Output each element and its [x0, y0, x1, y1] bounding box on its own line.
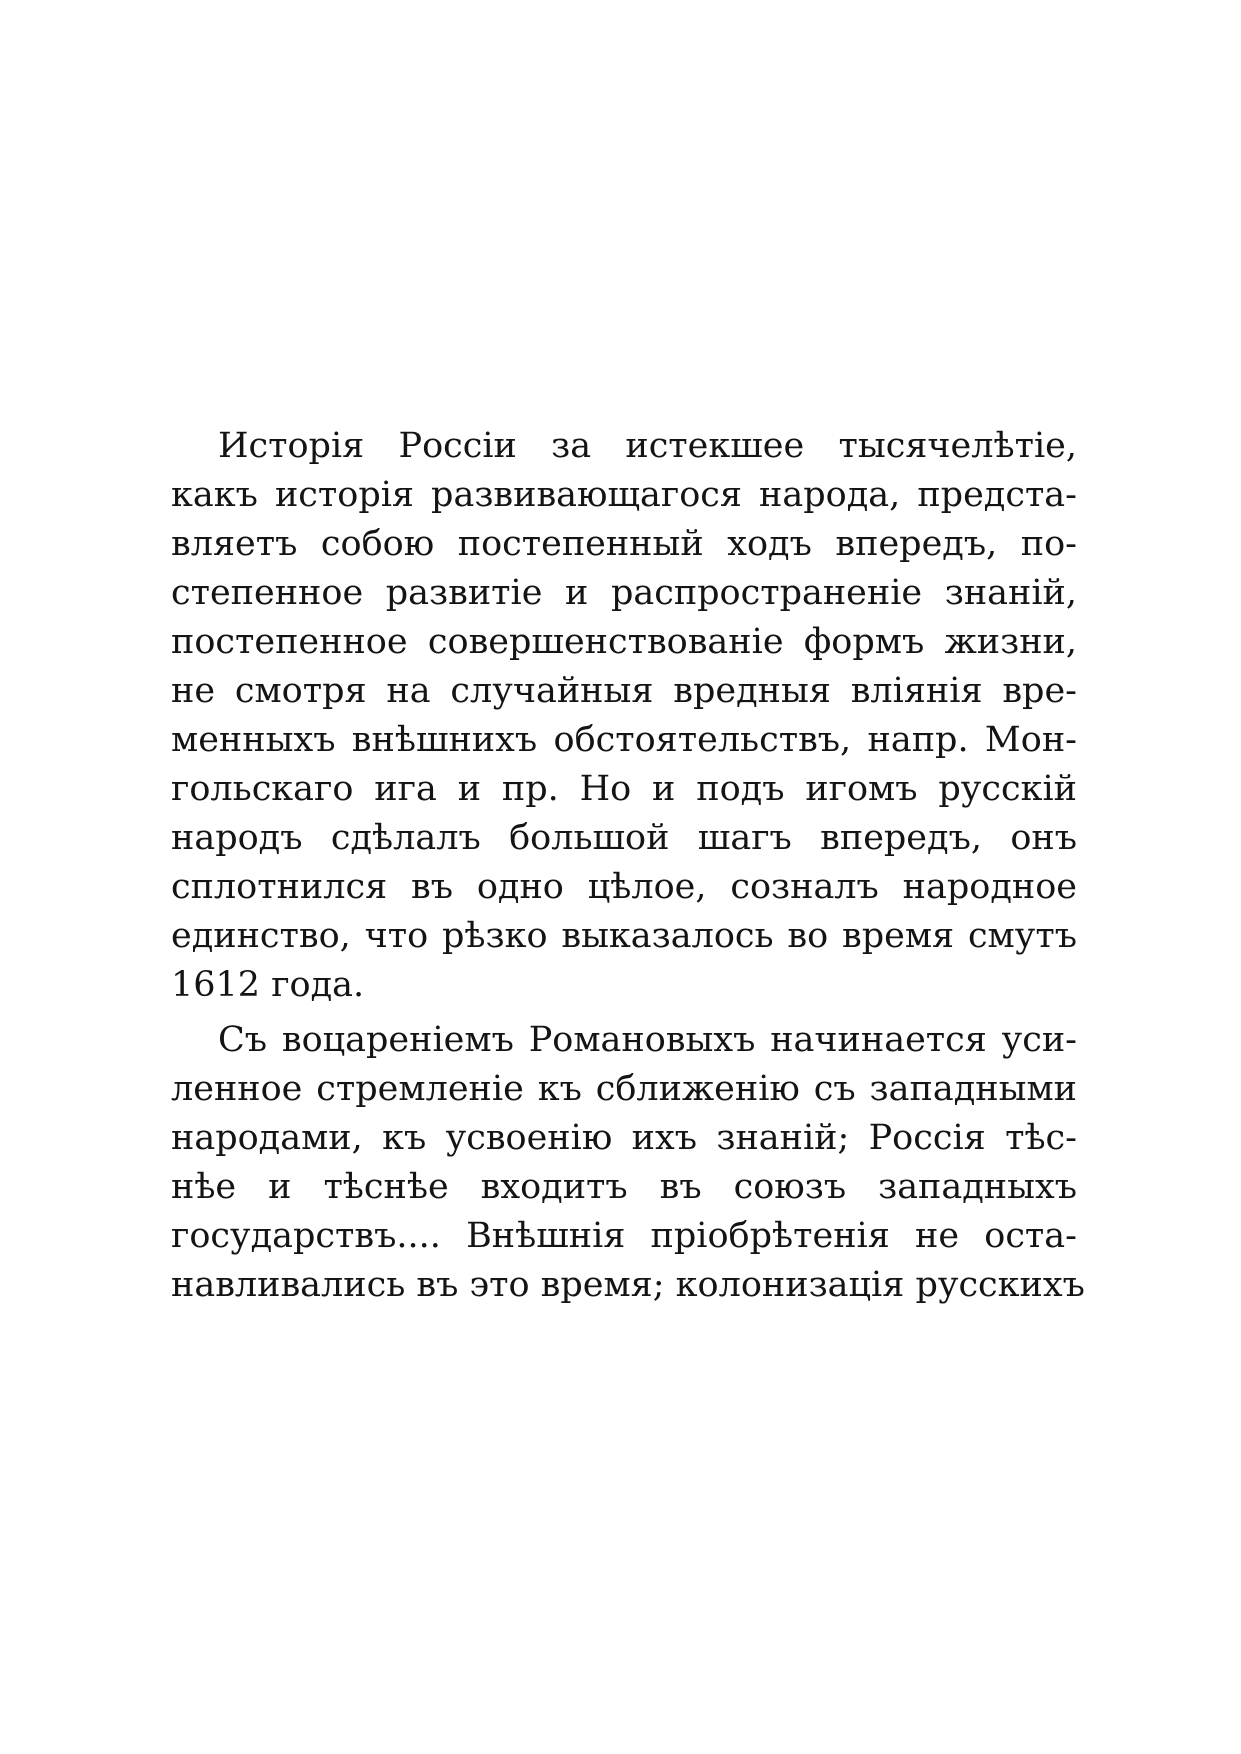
text-line: не смотря на случайныя вредныя вліянія вре-	[171, 671, 1077, 711]
paragraph-history-of-russia	[171, 422, 1077, 1010]
text-line: Исторія Россіи за истекшее тысячелѣтіе,	[218, 426, 1077, 466]
text-line: 1612 года.	[171, 965, 365, 1005]
text-line: государствъ.... Внѣшнія пріобрѣтенія не оста-	[171, 1216, 1077, 1256]
text-line: степенное развитіе и распространеніе знаній,	[171, 573, 1077, 613]
text-line: Съ воцареніемъ Романовыхъ начинается уси-	[218, 1020, 1077, 1060]
text-line: ленное стремленіе къ сближенію съ западными	[171, 1069, 1077, 1109]
text-line: сплотнился въ одно цѣлое, созналъ народное	[171, 867, 1077, 907]
text-line: народами, къ усвоенію ихъ знаній; Россія тѣс-	[171, 1118, 1077, 1158]
body-text	[171, 422, 1085, 1310]
text-line: единство, что рѣзко выказалось во время смутъ	[171, 916, 1077, 956]
text-line: постепенное совершенствованіе формъ жизни,	[171, 622, 1077, 662]
text-line: гольскаго ига и пр. Но и подъ игомъ русскій	[171, 769, 1077, 809]
text-line: навливались въ это время; колонизація русскихъ	[171, 1265, 1085, 1305]
text-line: народъ сдѣлалъ большой шагъ впередъ, онъ	[171, 818, 1077, 858]
text-line: вляетъ собою постепенный ходъ впередъ, по-	[171, 524, 1077, 564]
text-line: нѣе и тѣснѣе входитъ въ союзъ западныхъ	[171, 1167, 1077, 1207]
paragraph-romanov-accession	[171, 1016, 1085, 1310]
text-line: менныхъ внѣшнихъ обстоятельствъ, напр. Мон-	[171, 720, 1077, 760]
text-line: какъ исторія развивающагося народа, предста-	[171, 475, 1077, 515]
